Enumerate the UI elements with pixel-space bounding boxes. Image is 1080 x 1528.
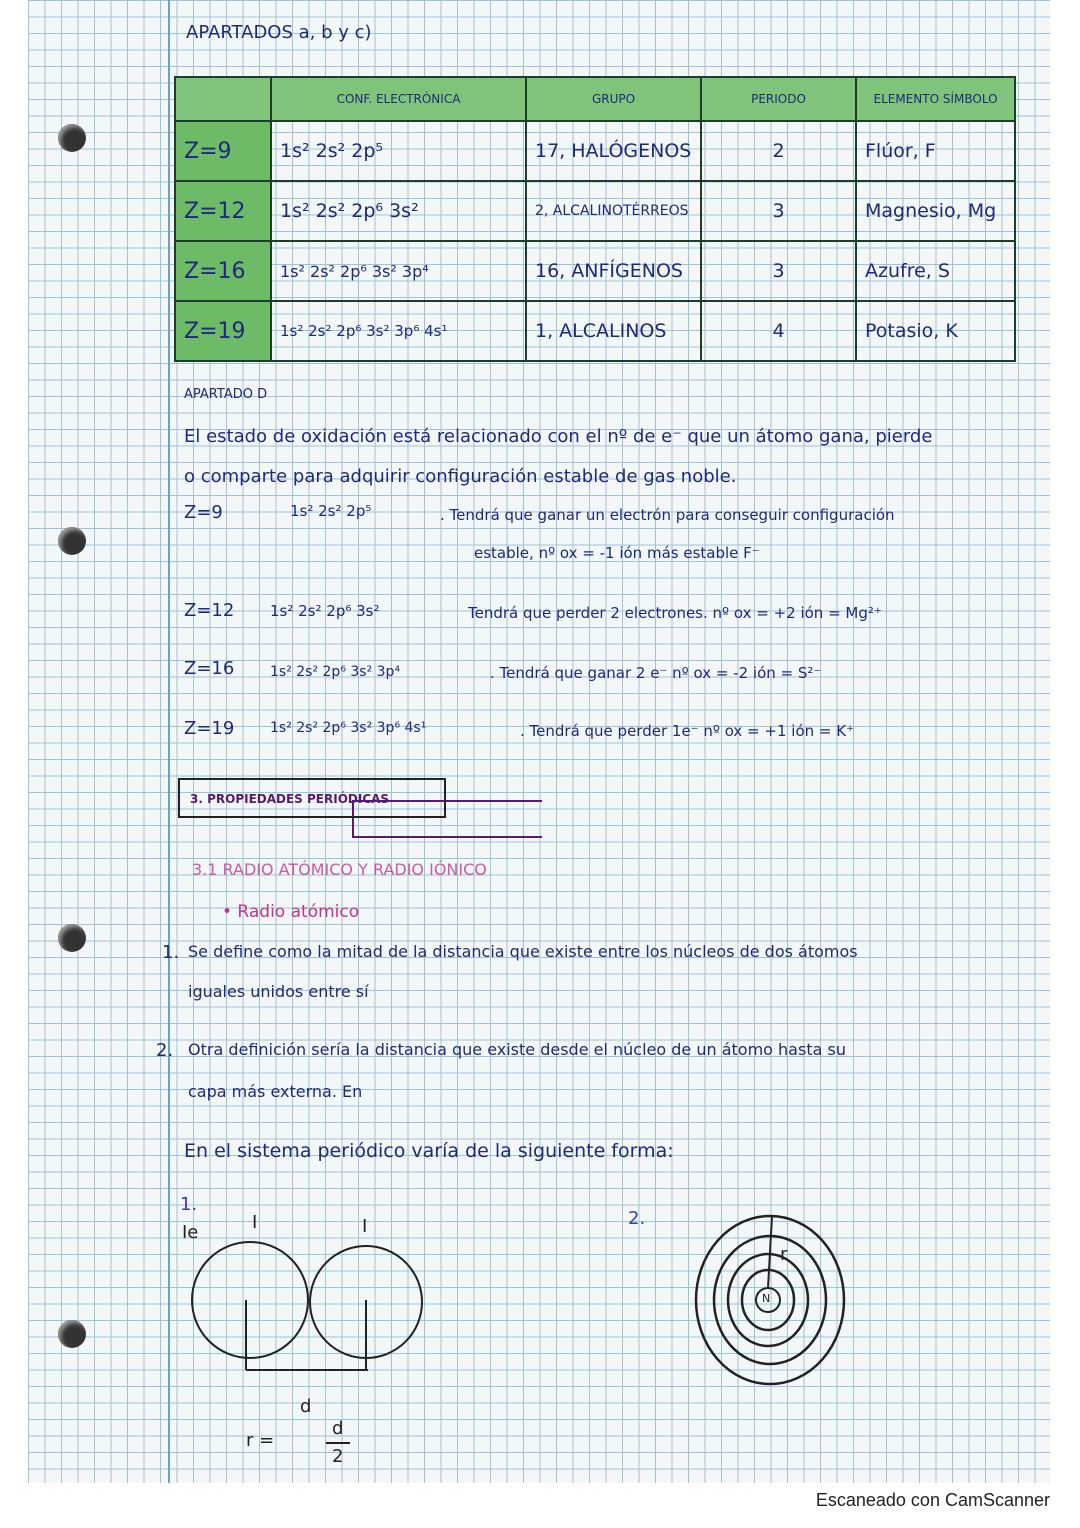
table-row xyxy=(175,241,1015,301)
def-number: 2. xyxy=(156,1040,174,1061)
line-text: estable, nº ox = -1 ión más estable F⁻ xyxy=(474,544,760,562)
table-row xyxy=(175,121,1015,181)
binder-hole xyxy=(58,124,86,152)
line-config: 1s² 2s² 2p⁶ 3s² 3p⁴ xyxy=(270,664,401,680)
def-line: iguales unidos entre sí xyxy=(188,982,369,1001)
line-z: Z=19 xyxy=(184,718,235,739)
line-config: 1s² 2s² 2p⁶ 3s² 3p⁶ 4s¹ xyxy=(270,720,427,736)
cell-grupo: 16, ANFÍGENOS xyxy=(526,241,701,301)
def-line: Otra definición sería la distancia que existe desde el núcleo de un átomo hasta su xyxy=(188,1040,846,1059)
figure-label: I xyxy=(252,1212,258,1233)
table-header: PERIODO xyxy=(701,77,856,121)
variation-text: En el sistema periódico varía de la siguiente forma: xyxy=(184,1140,674,1162)
cell-z: Z=12 xyxy=(175,181,271,241)
cell-grupo: 1, ALCALINOS xyxy=(526,301,701,361)
line-text: . Tendrá que ganar 2 e⁻ nº ox = -2 ión = S²⁻ xyxy=(490,664,822,682)
two-atoms-diagram xyxy=(180,1220,440,1400)
table-header xyxy=(175,77,271,121)
figure-number: 1. xyxy=(180,1194,198,1215)
radius-formula: r = xyxy=(246,1430,275,1451)
heading-abc: APARTADOS a, b y c) xyxy=(186,22,372,43)
table-header: ELEMENTO SÍMBOLO xyxy=(856,77,1015,121)
binder-hole xyxy=(58,1320,86,1348)
cell-elemento: Potasio, K xyxy=(856,301,1015,361)
cell-z: Z=9 xyxy=(175,121,271,181)
cell-grupo: 2, ALCALINOTÉRREOS xyxy=(526,181,701,241)
def-line: Se define como la mitad de la distancia que existe entre los núcleos de dos átomos xyxy=(188,942,858,961)
line-text: . Tendrá que perder 1e⁻ nº ox = +1 ión = K⁺ xyxy=(520,722,854,740)
line-config: 1s² 2s² 2p⁵ xyxy=(290,502,372,520)
fraction-denominator: 2 xyxy=(332,1446,344,1467)
binder-hole xyxy=(58,527,86,555)
cell-config: 1s² 2s² 2p⁵ xyxy=(271,121,526,181)
cell-grupo: 17, HALÓGENOS xyxy=(526,121,701,181)
scanner-footer: Escaneado con CamScanner xyxy=(815,1490,1050,1510)
section-banner: 3. PROPIEDADES PERIÓDICAS xyxy=(178,778,446,818)
cell-periodo: 3 xyxy=(701,241,856,301)
binder-hole xyxy=(58,924,86,952)
line-z: Z=12 xyxy=(184,600,235,621)
apartado-d-title: APARTADO D xyxy=(184,387,268,402)
cell-config: 1s² 2s² 2p⁶ 3s² xyxy=(271,181,526,241)
line-z: Z=16 xyxy=(184,658,235,679)
elements-table xyxy=(174,76,1016,362)
figure-label: I xyxy=(362,1216,368,1237)
distance-label: d xyxy=(300,1396,312,1417)
cell-elemento: Magnesio, Mg xyxy=(856,181,1015,241)
bullet-radio-atomico: • Radio atómico xyxy=(222,902,360,922)
intro-line: El estado de oxidación está relacionado con el nº de e⁻ que un átomo gana, pierde xyxy=(184,426,933,447)
margin-line xyxy=(168,0,170,1483)
subsection-title: 3.1 RADIO ATÓMICO Y RADIO IÓNICO xyxy=(192,860,487,879)
cell-elemento: Azufre, S xyxy=(856,241,1015,301)
line-text: Tendrá que perder 2 electrones. nº ox = +2 ión = Mg²⁺ xyxy=(468,604,882,622)
def-number: 1. xyxy=(162,942,180,963)
cell-config: 1s² 2s² 2p⁶ 3s² 3p⁴ xyxy=(271,241,526,301)
cell-periodo: 2 xyxy=(701,121,856,181)
cell-config: 1s² 2s² 2p⁶ 3s² 3p⁶ 4s¹ xyxy=(271,301,526,361)
table-header: GRUPO xyxy=(526,77,701,121)
line-text: . Tendrá que ganar un electrón para conseguir configuración xyxy=(440,506,895,524)
cell-periodo: 4 xyxy=(701,301,856,361)
cell-z: Z=16 xyxy=(175,241,271,301)
cell-elemento: Flúor, F xyxy=(856,121,1015,181)
nucleus-label: N xyxy=(762,1292,771,1305)
cell-z: Z=19 xyxy=(175,301,271,361)
figure-label: Ie xyxy=(182,1222,199,1243)
intro-line: o comparte para adquirir configuración estable de gas noble. xyxy=(184,466,737,487)
line-z: Z=9 xyxy=(184,502,223,523)
fraction-numerator: d xyxy=(332,1418,344,1439)
cell-periodo: 3 xyxy=(701,181,856,241)
table-header: CONF. ELECTRÓNICA xyxy=(271,77,526,121)
figure-number: 2. xyxy=(628,1208,646,1229)
fraction-bar xyxy=(326,1442,350,1444)
def-line: capa más externa. En xyxy=(188,1082,363,1101)
table-row xyxy=(175,301,1015,361)
table-row xyxy=(175,181,1015,241)
radius-label: r xyxy=(780,1244,788,1265)
line-config: 1s² 2s² 2p⁶ 3s² xyxy=(270,602,380,620)
